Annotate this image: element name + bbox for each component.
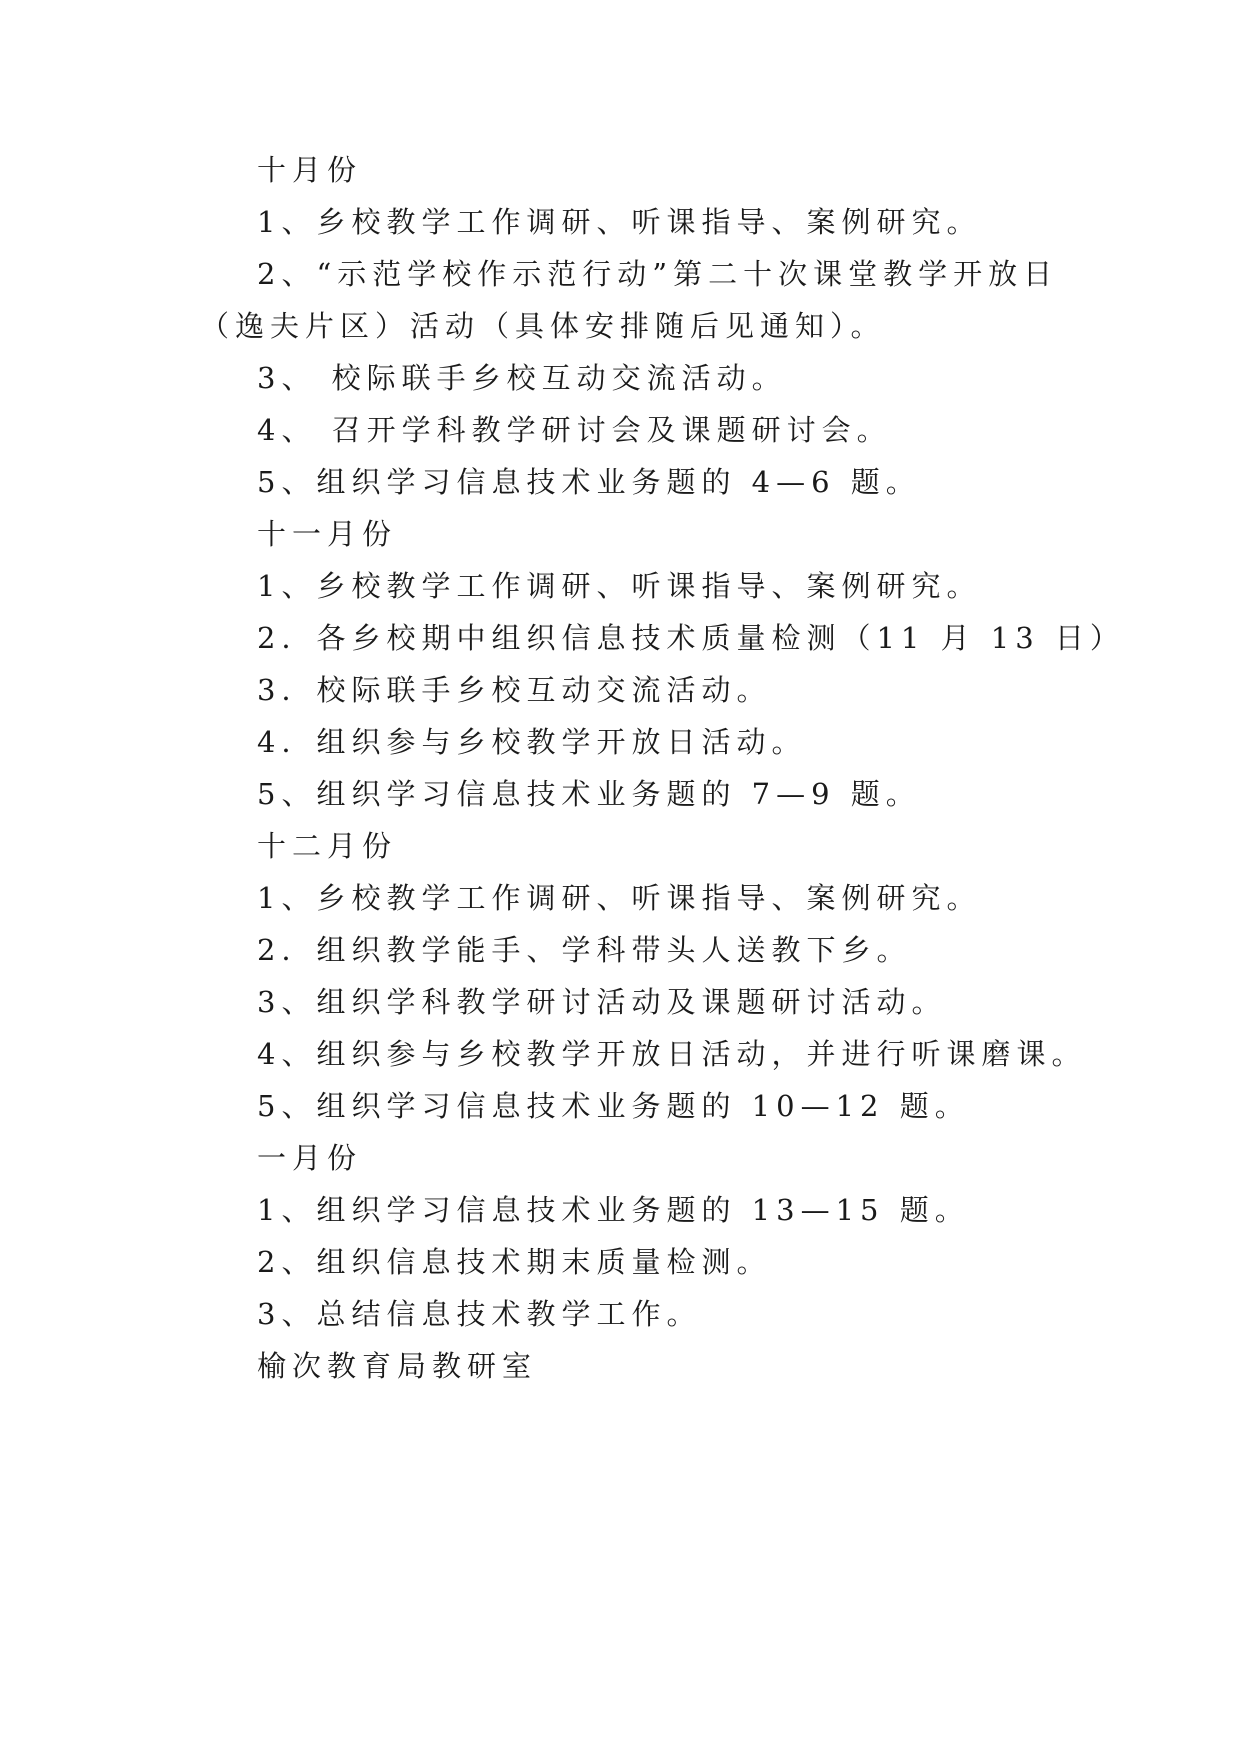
list-item: 2．各乡校期中组织信息技术质量检测（11 月 13 日） [257,621,1125,655]
signature: 榆次教育局教研室 [257,1349,538,1383]
list-item: 1、乡校教学工作调研、听课指导、案例研究。 [257,569,982,603]
list-item: 5、组织学习信息技术业务题的 10—12 题。 [257,1089,970,1123]
section-heading-november: 十一月份 [257,517,398,551]
list-item: 1、乡校教学工作调研、听课指导、案例研究。 [257,881,982,915]
section-heading-october: 十月份 [257,153,363,187]
section-heading-january: 一月份 [257,1141,363,1175]
list-item: 2、“示范学校作示范行动”第二十次课堂教学开放日 [257,257,1059,291]
list-item: 4．组织参与乡校教学开放日活动。 [257,725,807,759]
list-item: 3．校际联手乡校互动交流活动。 [257,673,772,707]
list-item: 1、乡校教学工作调研、听课指导、案例研究。 [257,205,982,239]
list-item-continuation: （逸夫片区）活动（具体安排随后见通知）。 [200,309,886,343]
list-item: 3、总结信息技术教学工作。 [257,1297,702,1331]
list-item: 2、组织信息技术期末质量检测。 [257,1245,772,1279]
list-item: 5、组织学习信息技术业务题的 7—9 题。 [257,777,921,811]
list-item: 1、组织学习信息技术业务题的 13—15 题。 [257,1193,970,1227]
list-item: 2．组织教学能手、学科带头人送教下乡。 [257,933,912,967]
list-item: 5、组织学习信息技术业务题的 4—6 题。 [257,465,921,499]
list-item: 4、组织参与乡校教学开放日活动，并进行听课磨课。 [257,1037,1087,1071]
list-item: 4、 召开学科教学研讨会及课题研讨会。 [257,413,892,447]
list-item: 3、 校际联手乡校互动交流活动。 [257,361,787,395]
list-item: 3、组织学科教学研讨活动及课题研讨活动。 [257,985,947,1019]
section-heading-december: 十二月份 [257,829,398,863]
